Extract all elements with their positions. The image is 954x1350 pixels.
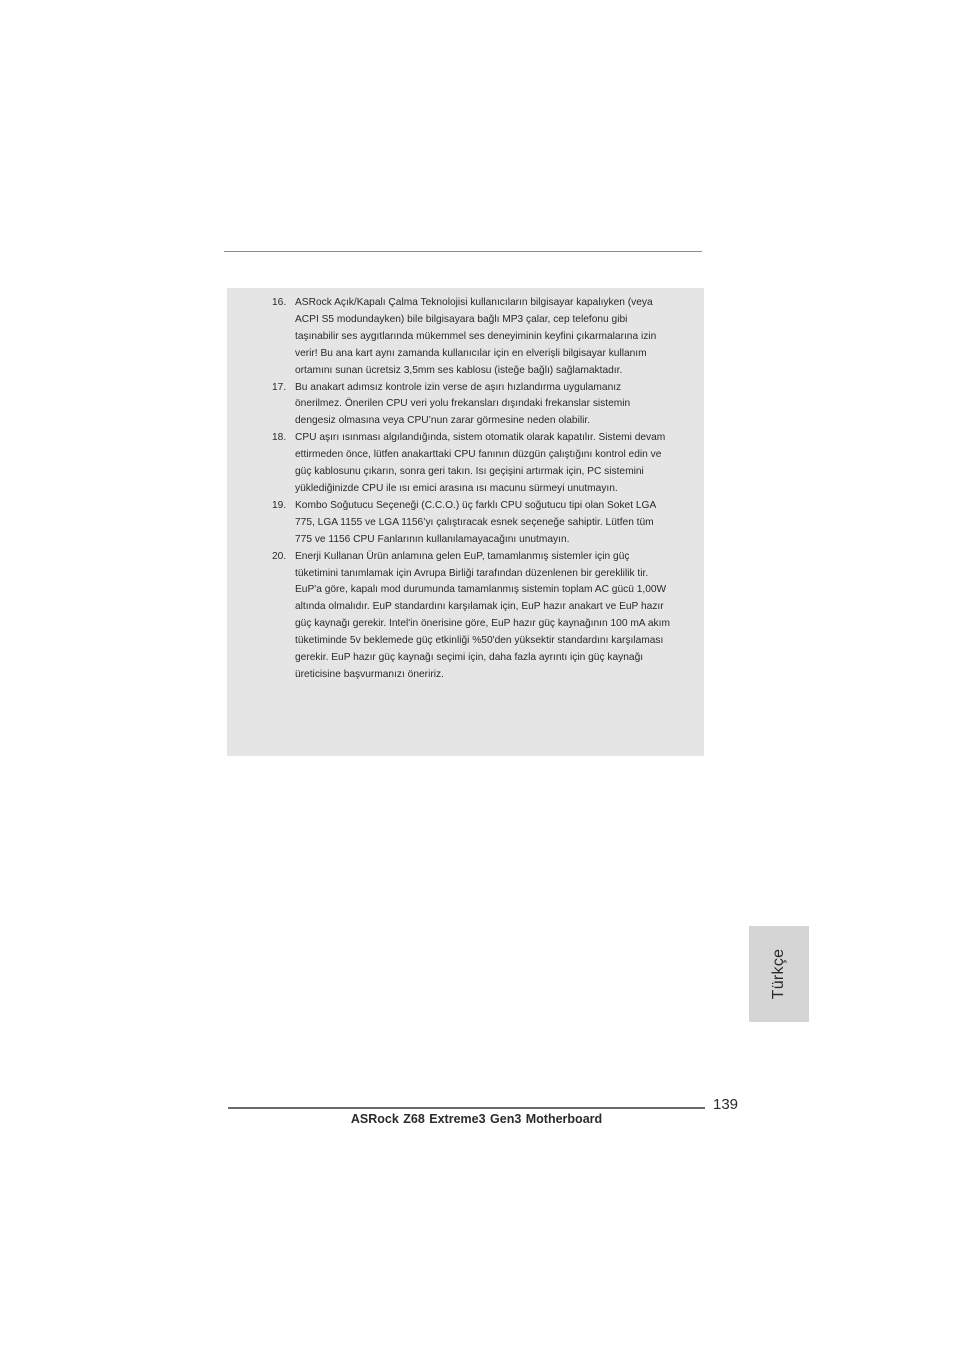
language-tab bbox=[749, 926, 809, 1022]
note-number: 18. bbox=[272, 432, 287, 444]
top-divider bbox=[224, 251, 702, 252]
language-label: Türkçe bbox=[770, 948, 787, 1000]
page-number: 139 bbox=[713, 1096, 739, 1113]
note-text: CPU aşırı ısınması algılandığında, sistem otomatik olarak kapatılır. Sistemi devam ettirmeden önce, lütfen anakarttaki CPU fanının düzgün çalıştığını kontrol edin ve güç kablosunu çıkarın, sonra geri takın. Isı geçişini artırmak için, PC sistemini yüklediğinizde CPU ile ısı emici arasına ısı macunu sürmeyi unutmayın. bbox=[295, 432, 666, 494]
note-item bbox=[227, 498, 704, 549]
note-number: 20. bbox=[272, 550, 287, 562]
footer-divider bbox=[228, 1107, 705, 1109]
note-text: Enerji Kullanan Ürün anlamına gelen EuP, tamamlanmış sistemler için güç tüketimini tanımlamak için Avrupa Birliği tarafından düzenlenen bir gereklilik tir. EuP'a göre, kapalı mod durumunda tamamlanmış sistemin toplam AC gücü 1,00W altında olmalıdır. EuP standardını karşılamak için, EuP hazır anakart ve EuP hazır güç kaynağı gerekir. Intel'in önerisine göre, EuP hazır güç kaynağının 100 mA akım tüketiminde 5v beklemede güç etkinliği %50'den yüksektir standardını karşılaması gerekir. EuP hazır güç kaynağı seçimi için, daha fazla ayrıntı için güç kaynağı üreticisine başvurmanızı öneririz. bbox=[295, 550, 670, 680]
note-number: 17. bbox=[272, 381, 287, 393]
note-item bbox=[227, 430, 704, 498]
note-item bbox=[227, 380, 704, 431]
footer-title: ASRock Z68 Extreme3 Gen3 Motherboard bbox=[350, 1112, 603, 1126]
note-item bbox=[227, 549, 704, 684]
note-text: Kombo Soğutucu Seçeneği (C.C.O.) üç farklı CPU soğutucu tipi olan Soket LGA 775, LGA 1155 ve LGA 1156’yı çalıştıracak esnek seçeneğe sahiptir. Lütfen tüm 775 ve 1156 CPU Fanlarının kullanılamayacağını unutmayın. bbox=[295, 499, 656, 545]
notes-panel bbox=[227, 288, 704, 756]
note-item bbox=[227, 295, 704, 380]
note-text: Bu anakart adımsız kontrole izin verse de aşırı hızlandırma uygulamanız önerilmez. Önerilen CPU veri yolu frekansları dışındaki frekanslar sistemin dengesiz olmasına veya CPU’nun zarar görmesine neden olabilir. bbox=[295, 381, 631, 427]
note-number: 16. bbox=[272, 297, 287, 308]
note-number: 19. bbox=[272, 499, 287, 511]
notes-list bbox=[227, 295, 704, 684]
note-text: ASRock Açık/Kapalı Çalma Teknolojisi kullanıcıların bilgisayar kapalıyken (veya ACPI S5 modundayken) bile bilgisayara bağlı MP3 çalar, cep telefonu gibi taşınabilir ses aygıtlarında mükemmel ses deneyiminin keyfini çıkarmalarına izin verir! Bu ana kart aynı zamanda kullanıcılar için en elverişli bilgisayar kullanım ortamını sunan ücretsiz 3,5mm ses kablosu (isteğe bağlı) sağlamaktadır. bbox=[295, 297, 657, 376]
